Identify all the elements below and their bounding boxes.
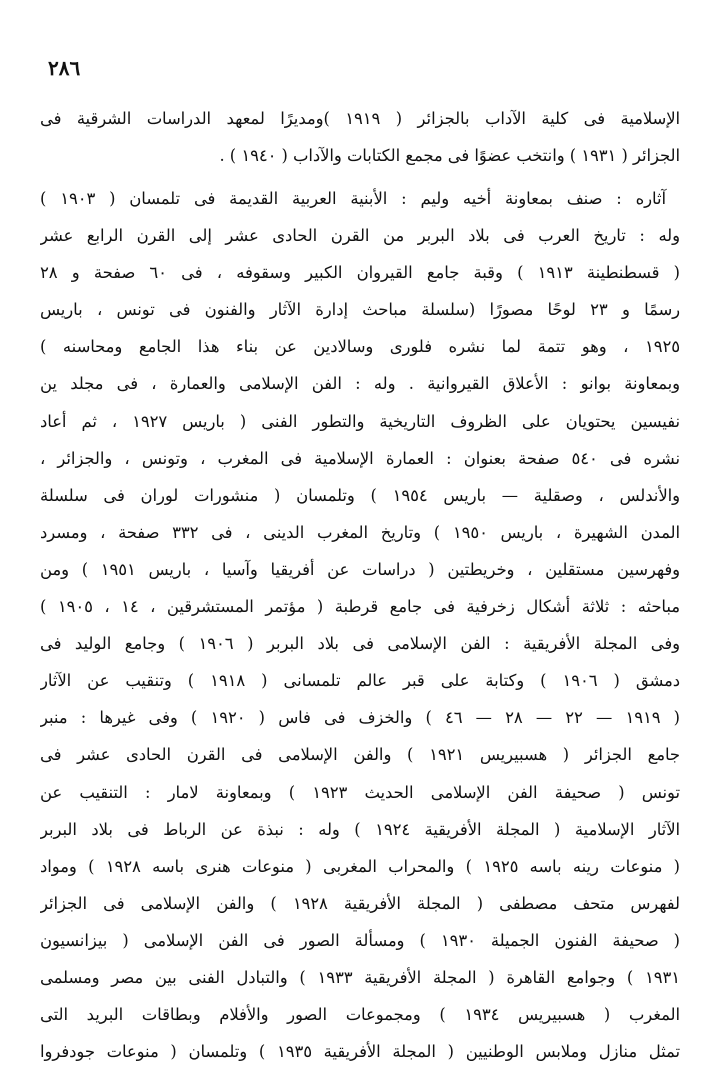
text-line: تمثل منازل وملابس الوطنيين ( المجلة الأفريقية ١٩٣٥ ) وتلمسان ( منوعات جودفروا — [40, 1042, 680, 1062]
text-line: وبمعاونة بوانو : الأعلاق القيروانية . وله : الفن الإسلامى والعمارة ، فى مجلد ين — [40, 374, 680, 394]
paragraph-works — [40, 180, 680, 1070]
text-line: مباحثه : ثلاثة أشكال زخرفية فى جامع قرطبة ( مؤتمر المستشرقين ، ١٤ ، ١٩٠٥ ) — [40, 597, 680, 617]
text-line: ( ١٩١٩ — ٢٢ — ٢٨ — ٤٦ ) والخزف فى فاس ( ١٩٢٠ ) وفى غيرها : منبر — [40, 708, 680, 728]
text-line: المغرب ( هسبيريس ١٩٣٤ ) ومجموعات الصور والأفلام وبطاقات البريد التى — [40, 1005, 680, 1025]
text-line: نفيسين يحتويان على الظروف التاريخية والتطور الفنى ( باريس ١٩٢٧ ، ثم أعاد — [40, 411, 680, 431]
text-line: دمشق ( ١٩٠٦ ) وكتابة على قبر عالم تلمسانى ( ١٩١٨ ) وتنقيب عن الآثار — [40, 671, 680, 691]
text-line: الجزائر ( ١٩٣١ ) وانتخب عضوًا فى مجمع الكتابات والآداب ( ١٩٤٠ ) . — [219, 146, 680, 166]
text-line: ١٩٣١ ) وجوامع القاهرة ( المجلة الأفريقية ١٩٣٣ ) والتبادل الفنى بين مصر ومسلمى — [40, 967, 680, 987]
text-line: الآثار الإسلامية ( المجلة الأفريقية ١٩٢٤ ) وله : نبذة عن الرباط فى بلاد البربر — [40, 819, 680, 839]
text-line: تونس ( صحيفة الفن الإسلامى الحديث ١٩٢٣ ) وبمعاونة لامار : التنقيب عن — [40, 782, 680, 802]
paragraph-biography-end — [40, 100, 680, 174]
text-line: جامع الجزائر ( هسبيريس ١٩٢١ ) والفن الإسلامى فى القرن الحادى عشر فى — [40, 745, 680, 765]
text-line: آثاره : صنف بمعاونة أخيه وليم : الأبنية العربية القديمة فى تلمسان ( ١٩٠٣ ) — [40, 189, 667, 208]
text-line: لفهرس متحف مصطفى ( المجلة الأفريقية ١٩٢٨ ) والفن الإسلامى فى الجزائر — [40, 893, 680, 913]
text-line: وفهرسين مستقلين ، وخريطتين ( دراسات عن أفريقيا وآسيا ، باريس ١٩٥١ ) ومن — [40, 559, 680, 579]
text-line: ١٩٢٥ ، وهو تتمة لما نشره فلورى وسالادين عن بناء هذا الجامع ومحاسنه ) — [40, 337, 680, 357]
text-line: وله : تاريخ العرب فى بلاد البربر من القرن الحادى عشر إلى القرن الرابع عشر — [40, 226, 680, 246]
text-line: ( منوعات رينه باسه ١٩٢٥ ) والمحراب المغربى ( منوعات هنرى باسه ١٩٢٨ ) ومواد — [40, 856, 680, 876]
text-line: ( قسطنطينة ١٩١٣ ) وقبة جامع القيروان الكبير وسقوفه ، فى ٦٠ صفحة و ٢٨ — [40, 263, 680, 283]
text-line: المدن الشهيرة ، باريس ١٩٥٠ ) وتاريخ المغرب الدينى ، فى ٣٣٢ صفحة ، ومسرد — [40, 522, 680, 542]
text-line: ( صحيفة الفنون الجميلة ١٩٣٠ ) ومسألة الصور فى الفن الإسلامى ( بيزانسيون — [40, 930, 680, 950]
text-line: والأندلس ، وصقلية — باريس ١٩٥٤ ) وتلمسان ( منشورات لوران فى سلسلة — [40, 485, 680, 505]
text-line: الإسلامية فى كلية الآداب بالجزائر ( ١٩١٩ )ومديرًا لمعهد الدراسات الشرقية فى — [40, 109, 680, 128]
text-line: نشره فى ٥٤٠ صفحة بعنوان : العمارة الإسلامية فى المغرب ، وتونس ، والجزائر ، — [40, 448, 680, 468]
page-number: ٢٨٦ — [48, 56, 81, 80]
text-line: رسمًا و ٢٣ لوحًا مصورًا (سلسلة مباحث إدارة الآثار والفنون فى تونس ، باريس — [40, 300, 680, 320]
text-line: وفى المجلة الأفريقية : الفن الإسلامى فى بلاد البربر ( ١٩٠٦ ) وجامع الوليد فى — [40, 634, 680, 654]
